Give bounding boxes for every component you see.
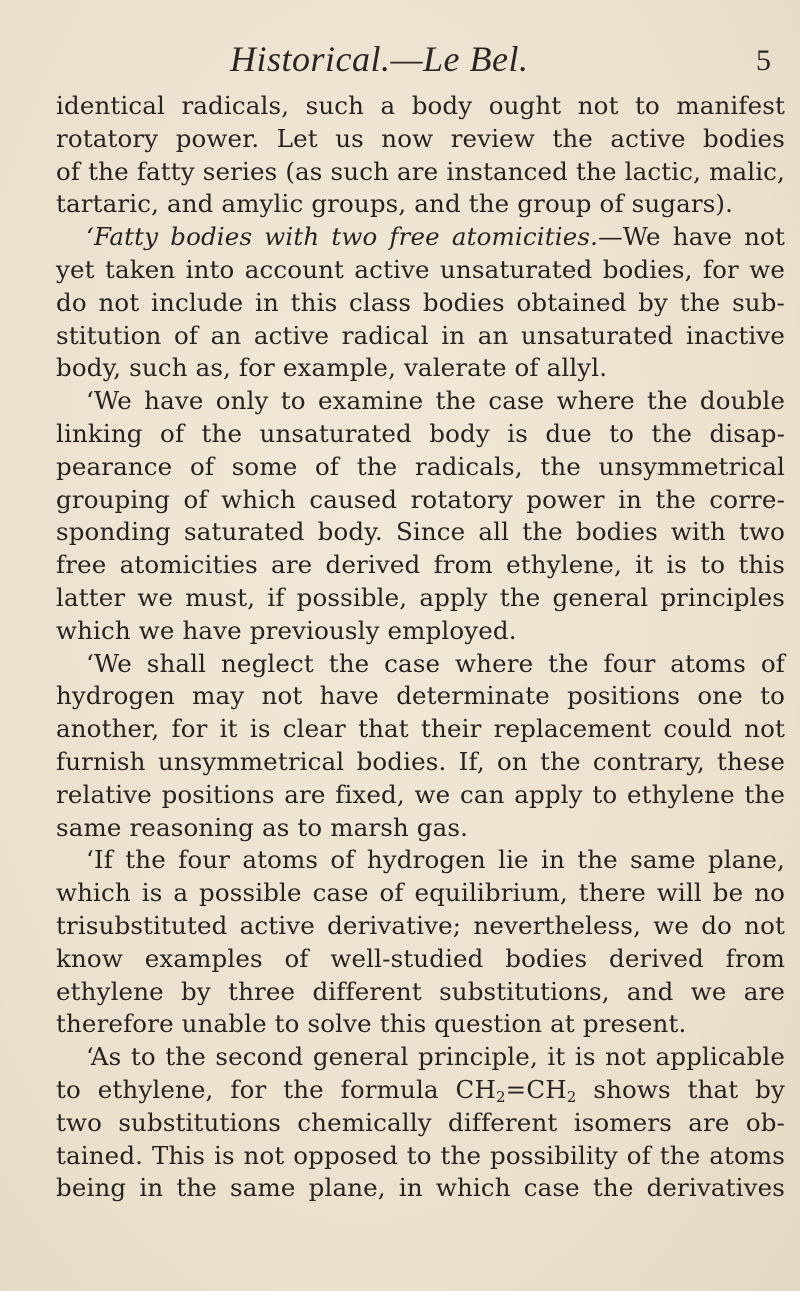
text-line [56,221,785,254]
text-line: another, for it is clear that their replacement could not [56,714,785,744]
text-line: which we have previously employed. [56,615,517,645]
text-line: ‘If the four atoms of hydrogen lie in the same plane, [86,845,785,875]
text-line: tartaric, and amylic groups, and the group of sugars). [56,189,734,219]
text-line: grouping of which caused rotatory power in the corre- [56,484,785,514]
text-line: identical radicals, such a body ought not to manifest [56,91,785,120]
text-line: of the fatty series (as such are instanced the lactic, malic, [56,156,785,186]
text-line: pearance of some of the radicals, the unsymmetrical [56,451,785,481]
running-head-title: Historical.—Le Bel. [230,39,529,79]
text-line: furnish unsymmetrical bodies. If, on the contrary, these [56,746,785,776]
text-run: —We have not [598,222,785,252]
text-line: do not include in this class bodies obtained by the sub- [56,287,785,317]
text-line: linking of the unsaturated body is due to the disap- [56,418,785,448]
page-number: 5 [756,44,771,77]
text-line: ‘We shall neglect the case where the four atoms of [86,648,785,678]
text-line: two substitutions chemically different isomers are ob- [56,1107,785,1137]
text-line: relative positions are fixed, we can apply to ethylene the [56,779,785,809]
body-text [56,90,785,1205]
subscript: 2 [495,1087,506,1106]
text-line: ethylene by three different substitutions, and we are [56,976,785,1006]
text-line: latter we must, if possible, apply the general principles [56,582,785,612]
text-line: ‘We have only to examine the case where the double [86,386,785,416]
text-line: body, such as, for example, valerate of allyl. [56,353,608,383]
text-line: free atomicities are derived from ethylene, it is to this [56,550,785,580]
text-line: sponding saturated body. Since all the bodies with two [56,517,785,547]
running-head [0,38,800,82]
text-line: hydrogen may not have determinate positions one to [56,681,785,711]
text-line: tained. This is not opposed to the possibility of the atoms [56,1140,785,1170]
text-line: rotatory power. Let us now review the active bodies [56,123,785,153]
text-run: to ethylene, for the formula CH [56,1074,496,1104]
text-line: yet taken into account active unsaturated bodies, for we [56,254,785,284]
formula-line [56,1074,785,1107]
text-line: which is a possible case of equilibrium, there will be no [56,878,785,908]
text-line: same reasoning as to marsh gas. [56,812,469,842]
text-line: trisubstituted active derivative; nevertheless, we do not [56,910,785,940]
section-heading: ‘Fatty bodies with two free atomicities. [86,222,599,252]
text-line: stitution of an active radical in an unsaturated inactive [56,320,785,350]
text-line: therefore unable to solve this question at present. [56,1009,687,1039]
text-line: know examples of well-studied bodies derived from [56,943,785,973]
subscript: 2 [566,1087,577,1106]
text-line: ‘As to the second general principle, it is not applicable [86,1042,785,1072]
text-run: shows that by [576,1074,785,1104]
text-line: being in the same plane, in which case the derivatives [56,1173,785,1203]
text-run: =CH [505,1074,567,1104]
